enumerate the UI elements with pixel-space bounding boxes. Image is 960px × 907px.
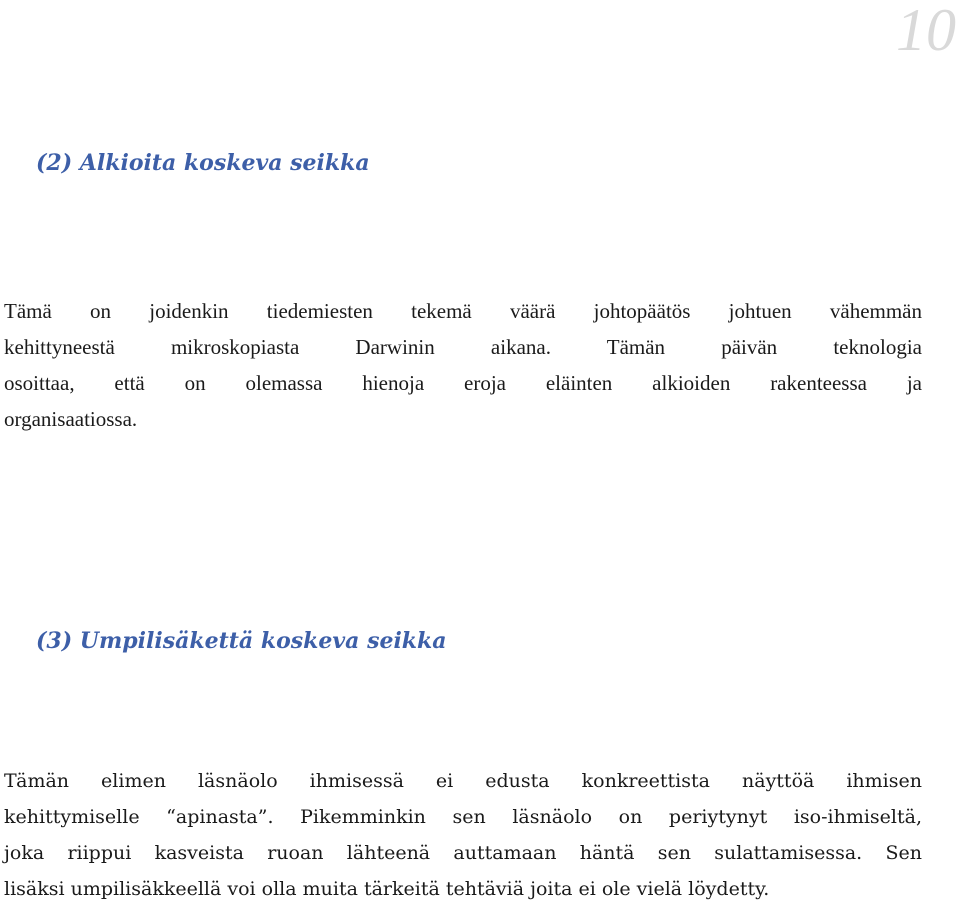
paragraph-line: osoittaa, että on olemassa hienoja eroja eläinten alkioiden rakenteessa ja [4,371,922,395]
paragraph-line: organisaatiossa. [4,407,138,431]
paragraph-line: kehittymiselle “apinasta”. Pikemminkin sen läsnäolo on periytynyt iso-ihmiseltä, [4,806,922,828]
page-number: 10 [896,0,956,63]
paragraph-line: Tämän elimen läsnäolo ihmisessä ei edusta konkreettista näyttöä ihmisen [4,770,922,792]
paragraph-line: Tämä on joidenkin tiedemiesten tekemä väärä johtopäätös johtuen vähemmän [4,299,922,323]
paragraph-line: kehittyneestä mikroskopiasta Darwinin aikana. Tämän päivän teknologia [4,335,922,359]
paragraph-line: joka riippui kasveista ruoan lähteenä auttamaan häntä sen sulattamisessa. Sen [4,842,922,864]
section-heading-appendix: (3) Umpilisäkettä koskeva seikka [36,628,447,654]
paragraph-line: lisäksi umpilisäkkeellä voi olla muita tärkeitä tehtäviä joita ei ole vielä löydetty. [4,878,770,900]
section-heading-embryos: (2) Alkioita koskeva seikka [36,150,370,176]
paragraph-appendix [4,763,922,907]
paragraph-embryos [4,293,922,437]
